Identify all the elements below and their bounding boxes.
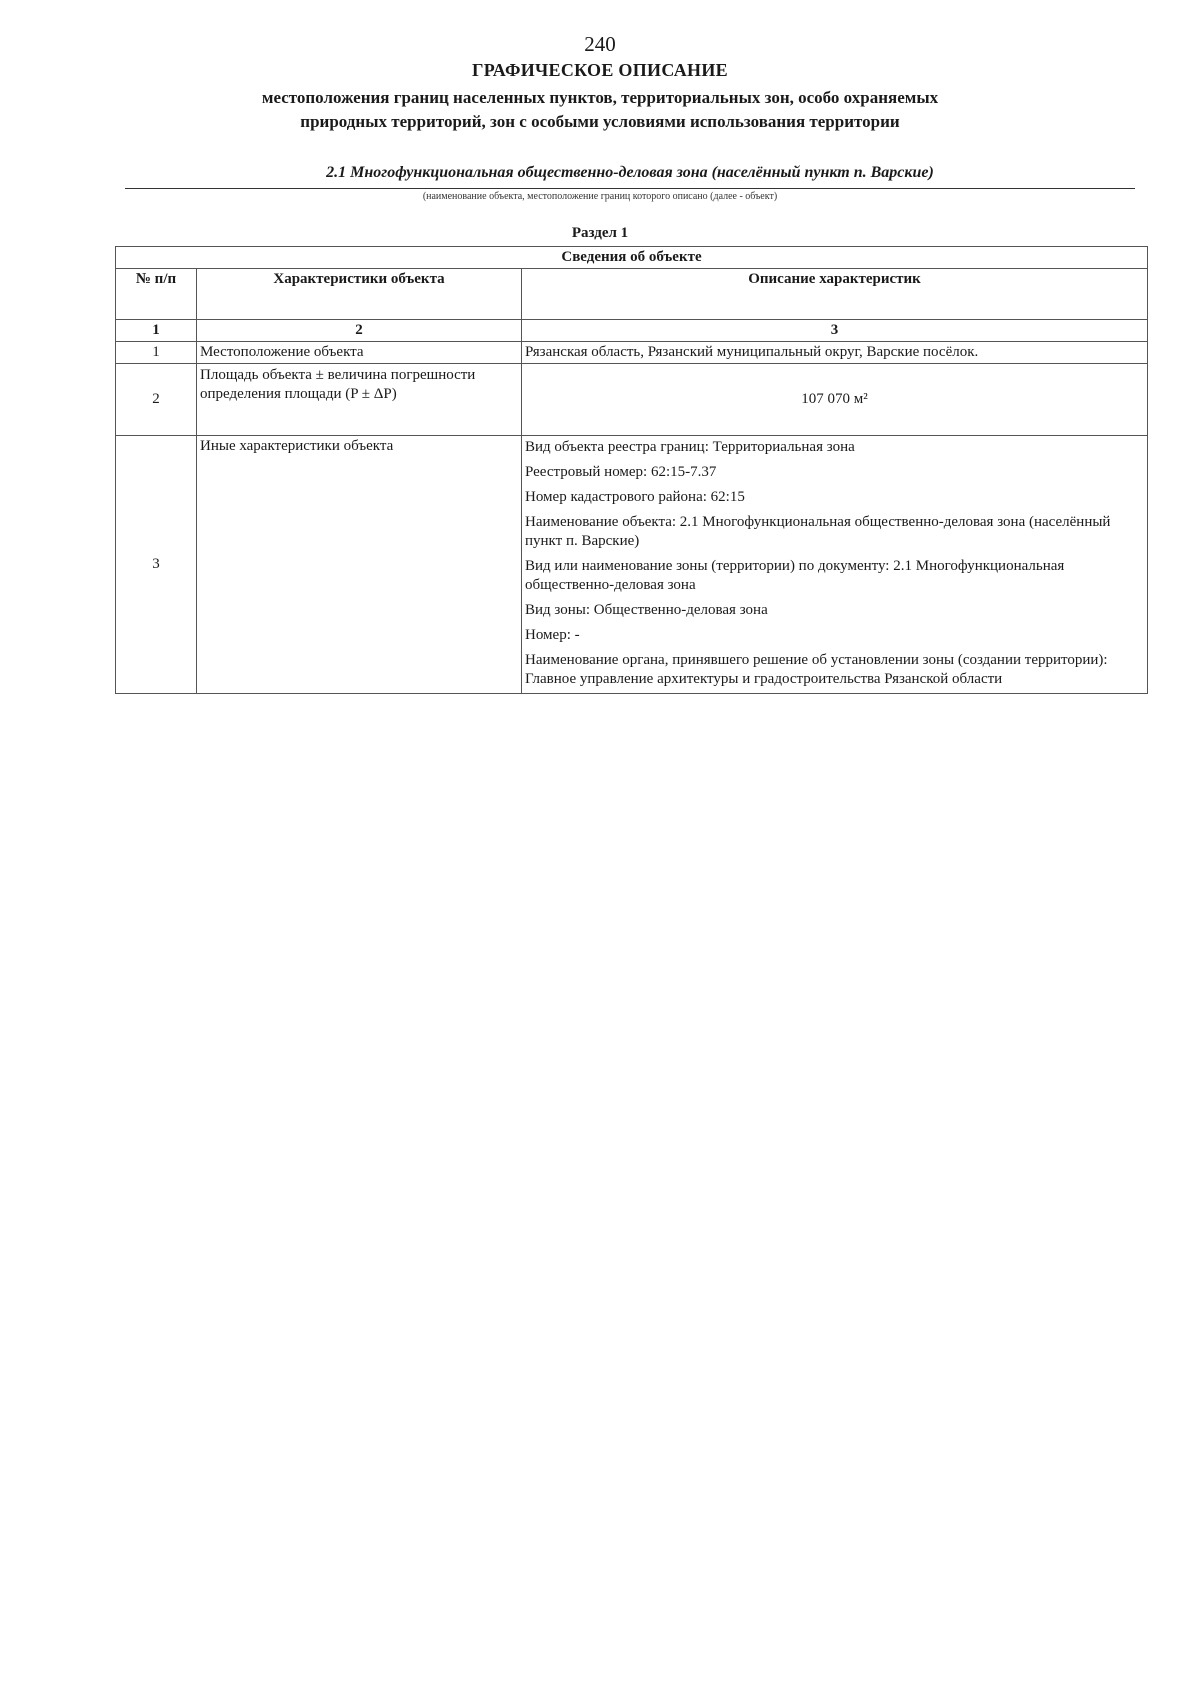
description-line: Реестровый номер: 62:15-7.37 [525, 464, 717, 480]
table-row [116, 364, 1148, 436]
column-number-1: 1 [116, 320, 197, 342]
object-name-underline [125, 188, 1135, 189]
row-number: 1 [116, 342, 197, 364]
document-title: ГРАФИЧЕСКОЕ ОПИСАНИЕ [472, 60, 728, 80]
column-number-row [116, 320, 1148, 342]
row-number: 2 [116, 364, 197, 436]
page-number: 240 [584, 32, 616, 56]
row-characteristic: Местоположение объекта [197, 342, 522, 364]
description-line: Наименование органа, принявшего решение об установлении зоны (создании территории): Главное управление архитектуры и градостроительства Рязанской области [525, 652, 1108, 687]
table-title: Сведения об объекте [116, 247, 1148, 269]
description-line: Номер кадастрового района: 62:15 [525, 489, 745, 505]
row-characteristic: Иные характеристики объекта [197, 436, 522, 694]
description-line: Наименование объекта: 2.1 Многофункциональная общественно-деловая зона (населённый пункт п. Варские) [525, 514, 1111, 549]
table-header-row [116, 269, 1148, 320]
column-number-3: 3 [522, 320, 1148, 342]
header-characteristic: Характеристики объекта [197, 269, 522, 320]
description-line: Вид зоны: Общественно-деловая зона [525, 602, 768, 618]
object-name-caption: (наименование объекта, местоположение границ которого описано (далее - объект) [422, 191, 778, 202]
description-line: Вид объекта реестра границ: Территориальная зона [525, 439, 855, 455]
object-name: 2.1 Многофункциональная общественно-деловая зона (населённый пункт п. Варские) [326, 164, 934, 181]
row-description [522, 436, 1148, 694]
row-characteristic: Площадь объекта ± величина погрешности определения площади (P ± ΔP) [197, 364, 522, 436]
row-description: Рязанская область, Рязанский муниципальный округ, Варские посёлок. [522, 342, 1148, 364]
description-line: Номер: - [525, 627, 580, 643]
table-row [116, 436, 1148, 694]
section-title: Раздел 1 [571, 225, 629, 241]
object-info-table [115, 246, 1148, 694]
header-number: № п/п [116, 269, 197, 320]
document-subtitle: местоположения границ населенных пунктов, территориальных зон, особо охраняемых природных территорий, зон с особыми условиями использования территории [261, 88, 939, 131]
row-description: 107 070 м² [522, 364, 1148, 436]
header-description: Описание характеристик [522, 269, 1148, 320]
table-title-row [116, 247, 1148, 269]
table-row [116, 342, 1148, 364]
description-line: Вид или наименование зоны (территории) по документу: 2.1 Многофункциональная общественно-деловая зона [525, 558, 1065, 593]
row-number: 3 [116, 436, 197, 694]
column-number-2: 2 [197, 320, 522, 342]
